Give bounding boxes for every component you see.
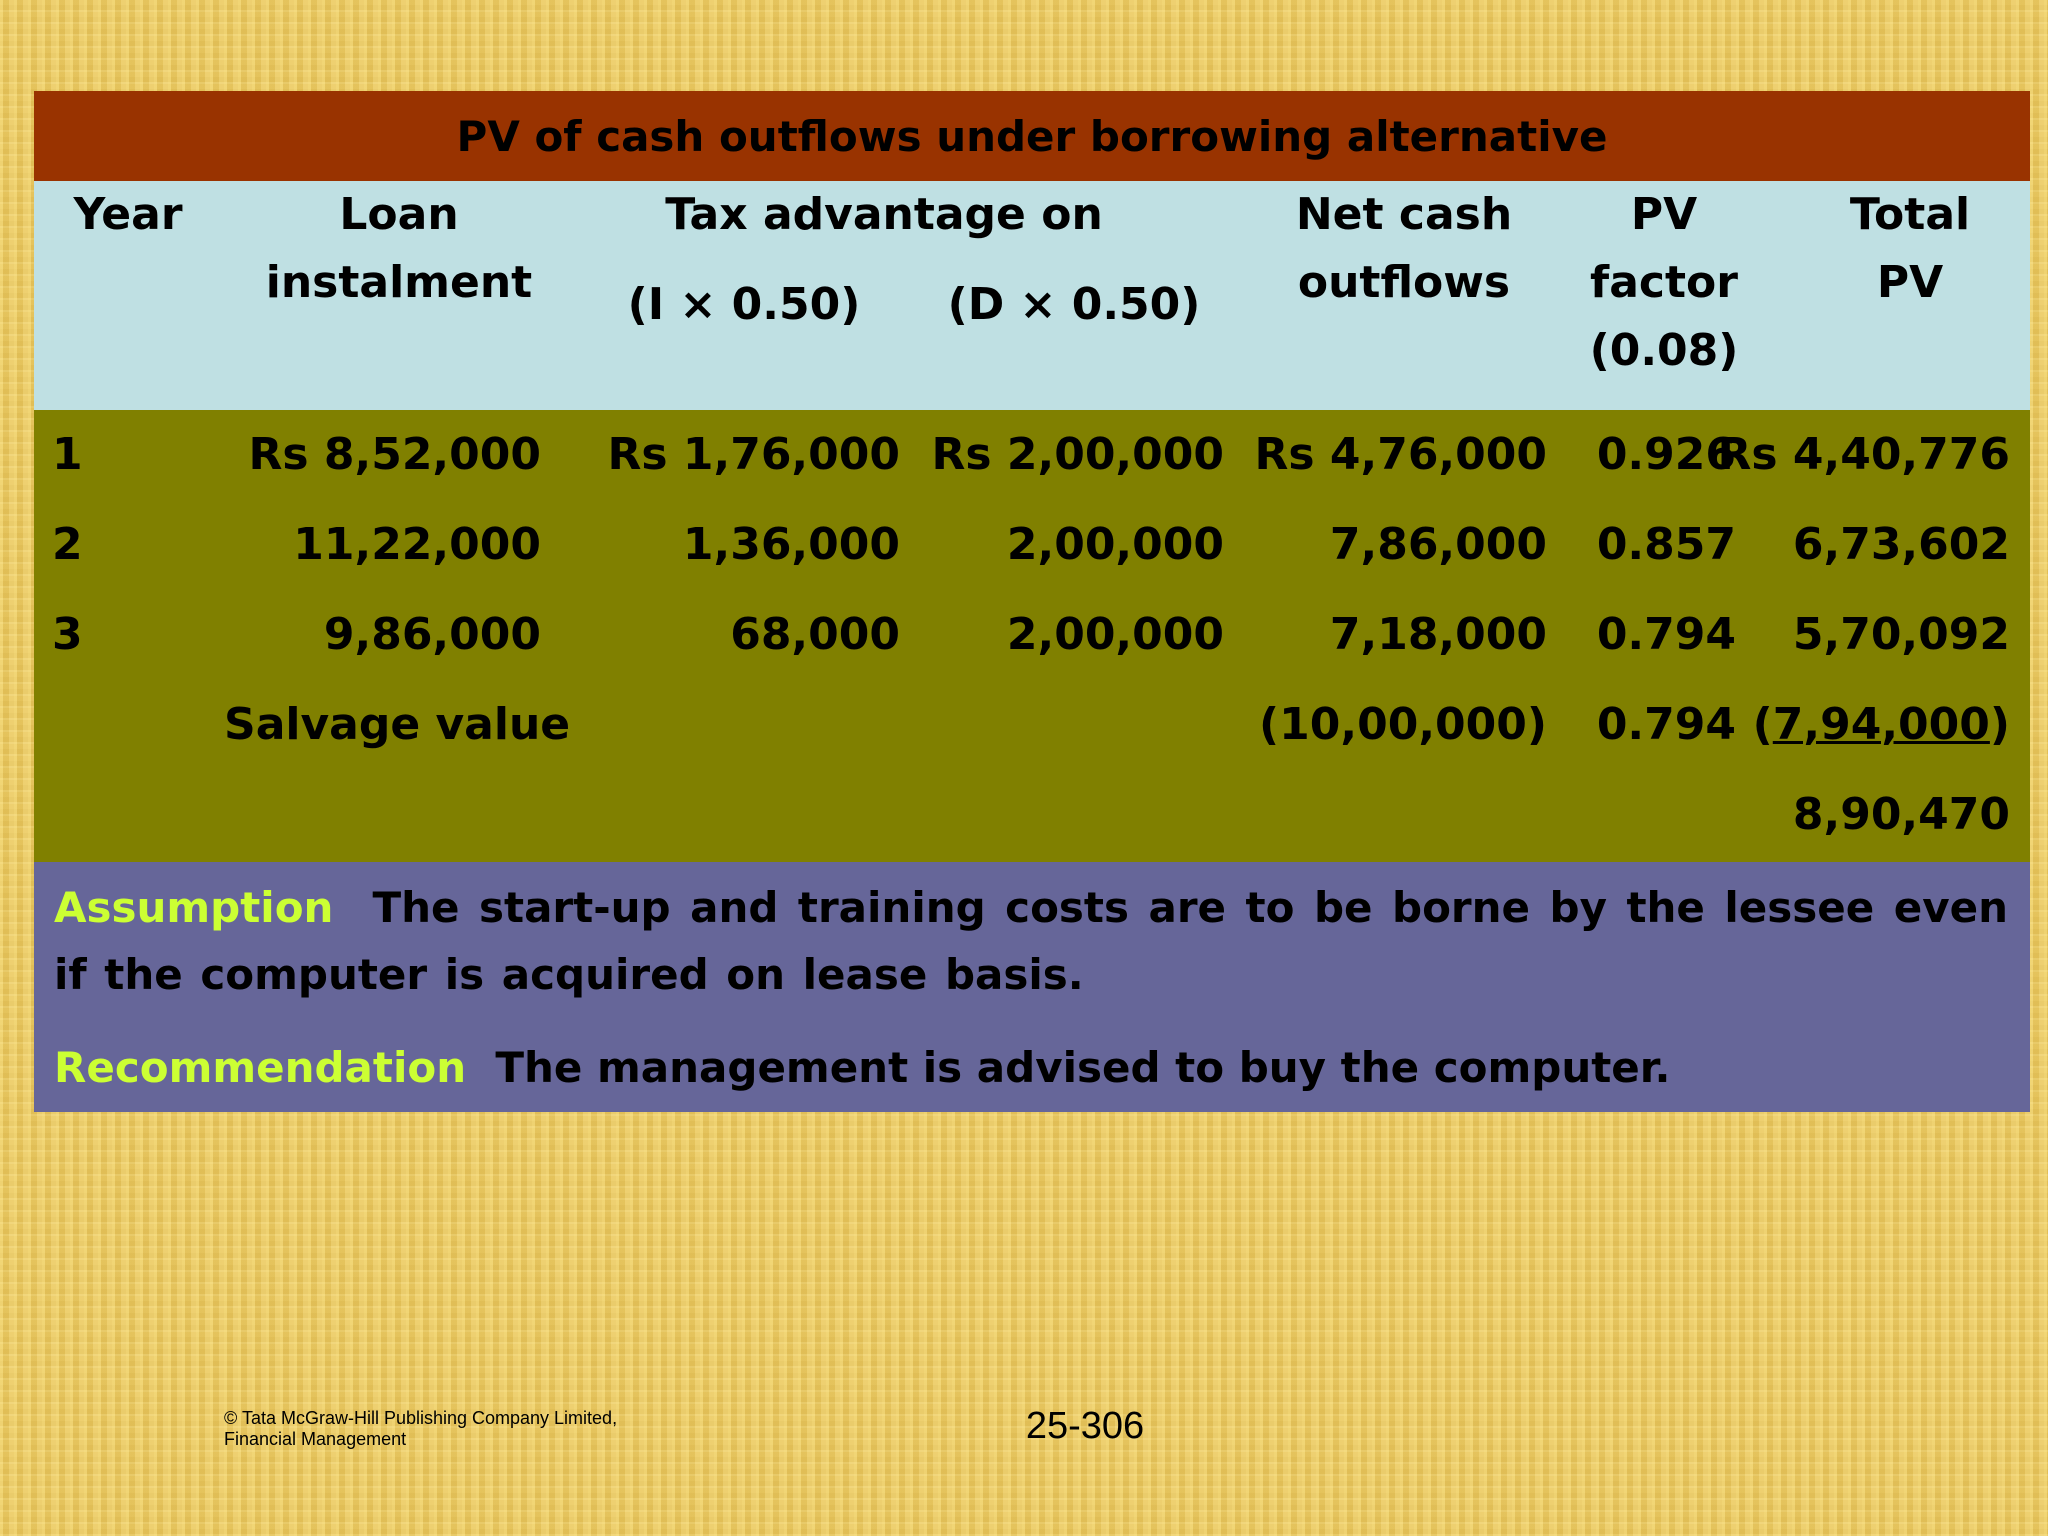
copyright-line1: © Tata McGraw-Hill Publishing Company Limited, bbox=[224, 1408, 618, 1428]
header-loan-line1: Loan bbox=[339, 189, 459, 240]
table-row bbox=[34, 590, 2030, 680]
cell-net: 7,18,000 bbox=[1329, 609, 1547, 660]
cell-tax-d: Rs 2,00,000 bbox=[931, 429, 1224, 480]
cell-year: 1 bbox=[52, 429, 83, 480]
cell-year: 2 bbox=[52, 519, 83, 570]
recommendation-note bbox=[54, 1034, 2008, 1101]
header-tax-d: (D × 0.50) bbox=[947, 279, 1201, 330]
assumption-text: The start-up and training costs are to be borne by the lessee even if the computer is acquired on lease basis. bbox=[54, 883, 2008, 999]
notes-box bbox=[34, 862, 2030, 1112]
recommendation-text: The management is advised to buy the computer. bbox=[495, 1043, 1671, 1092]
cell-loan: Rs 8,52,000 bbox=[248, 429, 541, 480]
table-row bbox=[34, 500, 2030, 590]
header-tax-i: (I × 0.50) bbox=[627, 279, 861, 330]
cell-total-pv: 5,70,092 bbox=[1792, 609, 2010, 660]
cell-tax-i: 1,36,000 bbox=[682, 519, 900, 570]
header-net-line1: Net cash bbox=[1295, 189, 1513, 240]
header-pv-line3: (0.08) bbox=[1589, 325, 1739, 376]
salvage-row bbox=[34, 680, 2030, 770]
header-tax-group: Tax advantage on bbox=[665, 189, 1103, 240]
cell-tax-i: 68,000 bbox=[730, 609, 900, 660]
assumption-label: Assumption bbox=[54, 883, 334, 932]
salvage-net: (10,00,000) bbox=[1259, 699, 1547, 750]
header-net-line2: outflows bbox=[1297, 257, 1511, 308]
header-pv-line2: factor bbox=[1590, 257, 1738, 308]
cell-loan: 9,86,000 bbox=[323, 609, 541, 660]
cell-loan: 11,22,000 bbox=[293, 519, 541, 570]
header-loan-line2: instalment bbox=[265, 257, 533, 308]
table-row bbox=[34, 410, 2030, 500]
cell-pv-factor: 0.857 bbox=[1596, 519, 1736, 570]
header-pv-line1: PV bbox=[1630, 189, 1698, 240]
table-body bbox=[34, 410, 2030, 862]
assumption-note bbox=[54, 874, 2008, 1008]
copyright-line2: Financial Management bbox=[224, 1429, 407, 1449]
cell-year: 3 bbox=[52, 609, 83, 660]
cell-pv-factor: 0.794 bbox=[1596, 609, 1736, 660]
recommendation-label: Recommendation bbox=[54, 1043, 467, 1092]
cell-tax-d: 2,00,000 bbox=[1006, 519, 1224, 570]
header-total-line2: PV bbox=[1876, 257, 1944, 308]
header-year: Year bbox=[73, 189, 183, 240]
salvage-total-close: ) bbox=[1989, 699, 2010, 750]
grand-total: 8,90,470 bbox=[1792, 789, 2010, 840]
copyright-notice bbox=[224, 1408, 617, 1450]
cell-total-pv: 6,73,602 bbox=[1792, 519, 2010, 570]
table-title: PV of cash outflows under borrowing alternative bbox=[34, 91, 2030, 181]
table-header bbox=[34, 181, 2030, 410]
cell-net: Rs 4,76,000 bbox=[1254, 429, 1547, 480]
cell-tax-d: 2,00,000 bbox=[1006, 609, 1224, 660]
header-total-line1: Total bbox=[1849, 189, 1971, 240]
salvage-total-value: 7,94,000 bbox=[1772, 699, 1990, 750]
cell-net: 7,86,000 bbox=[1329, 519, 1547, 570]
total-row bbox=[34, 770, 2030, 860]
salvage-pv-factor: 0.794 bbox=[1596, 699, 1736, 750]
page-number: 25-306 bbox=[1025, 1405, 1145, 1447]
cell-tax-i: Rs 1,76,000 bbox=[607, 429, 900, 480]
salvage-label: Salvage value bbox=[224, 699, 571, 750]
cell-pv-factor: 0.926 bbox=[1596, 429, 1736, 480]
salvage-total-open: ( bbox=[1752, 699, 1773, 750]
salvage-total-pv bbox=[1753, 680, 2010, 770]
cell-total-pv: Rs 4,40,776 bbox=[1717, 429, 2010, 480]
